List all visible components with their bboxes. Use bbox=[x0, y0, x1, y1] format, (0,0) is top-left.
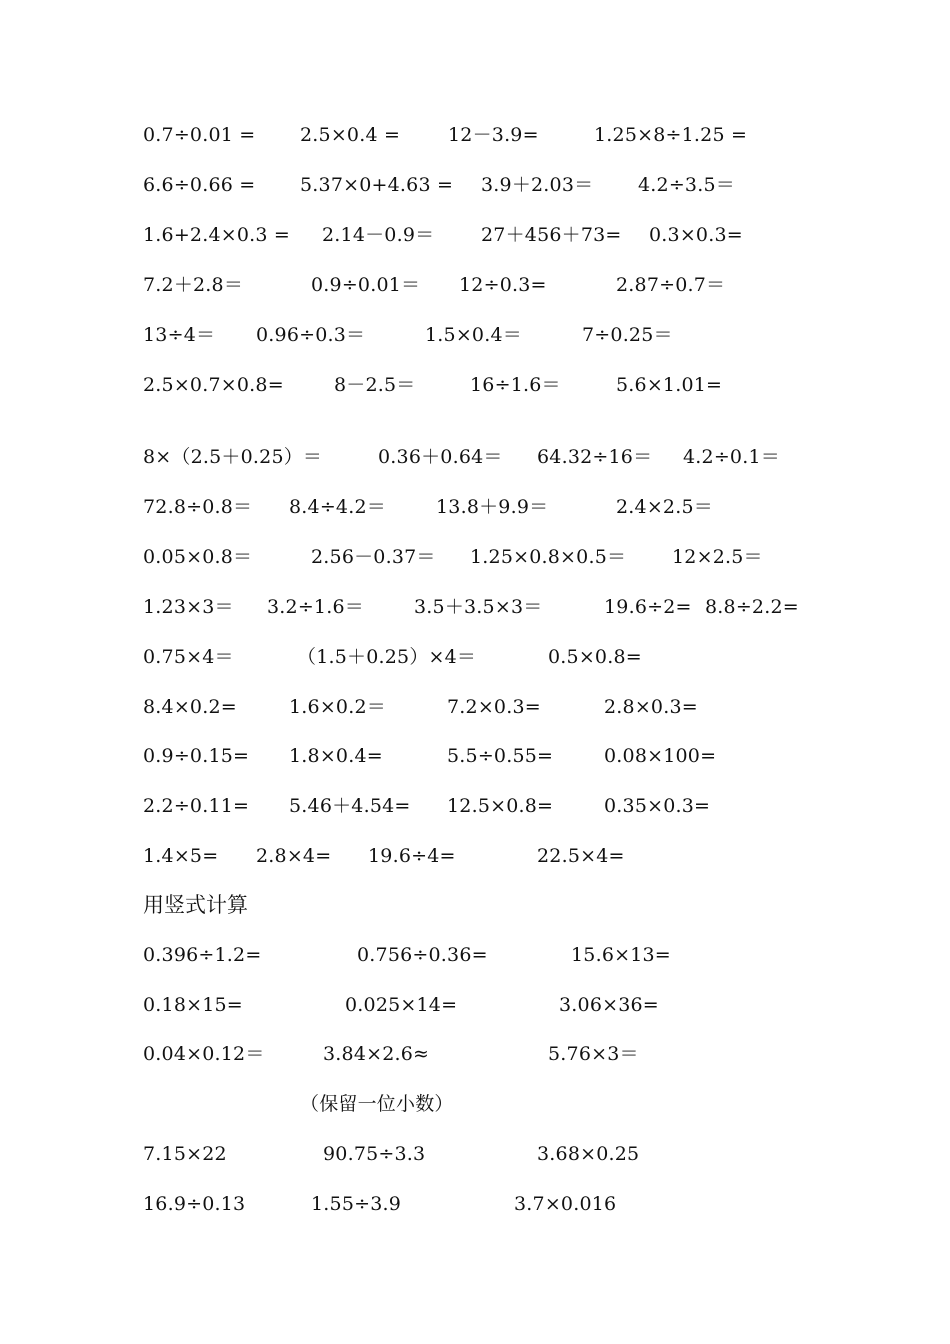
problem: 2.5×0.4 = bbox=[300, 124, 401, 146]
problem: 0.9÷0.15= bbox=[143, 745, 250, 767]
problem-row bbox=[0, 315, 950, 355]
problem: 3.06×36= bbox=[559, 994, 659, 1016]
problem: （1.5＋0.25）×4＝ bbox=[297, 646, 477, 668]
problem: 0.9÷0.01＝ bbox=[311, 274, 421, 296]
problem: 3.68×0.25 bbox=[537, 1143, 640, 1165]
problem: 8.8÷2.2= bbox=[705, 596, 799, 618]
problem: 5.5÷0.55= bbox=[447, 745, 554, 767]
problem-row bbox=[0, 786, 950, 826]
problem: 13.8＋9.9＝ bbox=[436, 496, 549, 518]
problem: 64.32÷16＝ bbox=[537, 446, 653, 468]
problem-row bbox=[0, 365, 950, 405]
problem: 7÷0.25＝ bbox=[582, 324, 673, 346]
problem: 5.37×0+4.63 = bbox=[300, 174, 454, 196]
problem-row bbox=[0, 637, 950, 677]
problem: 1.25×0.8×0.5＝ bbox=[470, 546, 627, 568]
problem: 16÷1.6＝ bbox=[470, 374, 561, 396]
problem: 1.5×0.4＝ bbox=[425, 324, 522, 346]
problem: 22.5×4= bbox=[537, 845, 625, 867]
rounding-note: （保留一位小数） bbox=[300, 1093, 454, 1115]
problem: 4.2÷3.5＝ bbox=[638, 174, 735, 196]
problem: 16.9÷0.13 bbox=[143, 1193, 246, 1215]
problem: 0.35×0.3= bbox=[604, 795, 711, 817]
problem: 3.9＋2.03＝ bbox=[481, 174, 594, 196]
problem-row bbox=[0, 165, 950, 205]
problem: 3.5＋3.5×3＝ bbox=[414, 596, 543, 618]
problem: 0.36＋0.64＝ bbox=[378, 446, 503, 468]
note-row bbox=[0, 1084, 950, 1124]
problem: 3.2÷1.6＝ bbox=[267, 596, 364, 618]
problem: 12.5×0.8= bbox=[447, 795, 554, 817]
problem-row bbox=[0, 736, 950, 776]
problem: 4.2÷0.1＝ bbox=[683, 446, 780, 468]
problem: 7.2×0.3= bbox=[447, 696, 541, 718]
problem: 90.75÷3.3 bbox=[323, 1143, 426, 1165]
section-heading: 用竖式计算 bbox=[143, 893, 248, 917]
problem-row bbox=[0, 537, 950, 577]
problem: 2.87÷0.7＝ bbox=[616, 274, 726, 296]
problem-row bbox=[0, 836, 950, 876]
problem: 19.6÷2= bbox=[604, 596, 692, 618]
problem-row bbox=[0, 687, 950, 727]
problem: 2.2÷0.11= bbox=[143, 795, 250, 817]
problem-row bbox=[0, 1134, 950, 1174]
problem: 15.6×13= bbox=[571, 944, 671, 966]
problem: 0.396÷1.2= bbox=[143, 944, 262, 966]
problem: 2.5×0.7×0.8= bbox=[143, 374, 284, 396]
problem: 2.8×4= bbox=[256, 845, 332, 867]
problem-row bbox=[0, 1034, 950, 1074]
problem: 0.05×0.8＝ bbox=[143, 546, 253, 568]
problem: 6.6÷0.66 = bbox=[143, 174, 256, 196]
problem: 72.8÷0.8＝ bbox=[143, 496, 253, 518]
problem-row bbox=[0, 115, 950, 155]
problem: 3.84×2.6≈ bbox=[323, 1043, 430, 1065]
problem-row bbox=[0, 587, 950, 627]
problem: 19.6÷4= bbox=[368, 845, 456, 867]
problem: 0.18×15= bbox=[143, 994, 243, 1016]
problem: 8.4÷4.2＝ bbox=[289, 496, 386, 518]
problem: 2.56－0.37＝ bbox=[311, 546, 436, 568]
problem: 27＋456＋73= bbox=[481, 224, 622, 246]
problem: 5.46＋4.54= bbox=[289, 795, 411, 817]
problem: 2.14－0.9＝ bbox=[322, 224, 435, 246]
problem: 1.6×0.2＝ bbox=[289, 696, 386, 718]
problem: 1.25×8÷1.25 = bbox=[594, 124, 748, 146]
problem: 0.5×0.8= bbox=[548, 646, 642, 668]
problem-row bbox=[0, 985, 950, 1025]
problem: 3.7×0.016 bbox=[514, 1193, 617, 1215]
problem: 12－3.9= bbox=[448, 124, 539, 146]
problem: 7.15×22 bbox=[143, 1143, 227, 1165]
problem: 12×2.5＝ bbox=[672, 546, 763, 568]
problem-row bbox=[0, 437, 950, 477]
problem: 8.4×0.2= bbox=[143, 696, 237, 718]
problem: 7.2＋2.8＝ bbox=[143, 274, 244, 296]
problem: 5.76×3＝ bbox=[548, 1043, 639, 1065]
problem: 1.4×5= bbox=[143, 845, 219, 867]
problem-row bbox=[0, 487, 950, 527]
problem: 1.55÷3.9 bbox=[311, 1193, 402, 1215]
problem-row bbox=[0, 935, 950, 975]
problem: 0.08×100= bbox=[604, 745, 717, 767]
problem: 0.04×0.12＝ bbox=[143, 1043, 265, 1065]
problem: 0.7÷0.01 = bbox=[143, 124, 256, 146]
problem: 0.756÷0.36= bbox=[357, 944, 488, 966]
problem-row bbox=[0, 215, 950, 255]
problem: 1.6+2.4×0.3 = bbox=[143, 224, 291, 246]
problem: 0.025×14= bbox=[345, 994, 458, 1016]
problem-row bbox=[0, 265, 950, 305]
problem: 12÷0.3= bbox=[459, 274, 547, 296]
problem: 2.8×0.3= bbox=[604, 696, 698, 718]
problem: 2.4×2.5＝ bbox=[616, 496, 713, 518]
problem-row bbox=[0, 1184, 950, 1224]
problem: 8×（2.5＋0.25）＝ bbox=[143, 446, 323, 468]
problem: 5.6×1.01= bbox=[616, 374, 723, 396]
problem: 8－2.5＝ bbox=[334, 374, 416, 396]
problem: 0.3×0.3= bbox=[649, 224, 743, 246]
problem: 13÷4＝ bbox=[143, 324, 216, 346]
problem: 0.75×4＝ bbox=[143, 646, 234, 668]
problem: 1.23×3＝ bbox=[143, 596, 234, 618]
problem: 1.8×0.4= bbox=[289, 745, 383, 767]
problem: 0.96÷0.3＝ bbox=[256, 324, 366, 346]
